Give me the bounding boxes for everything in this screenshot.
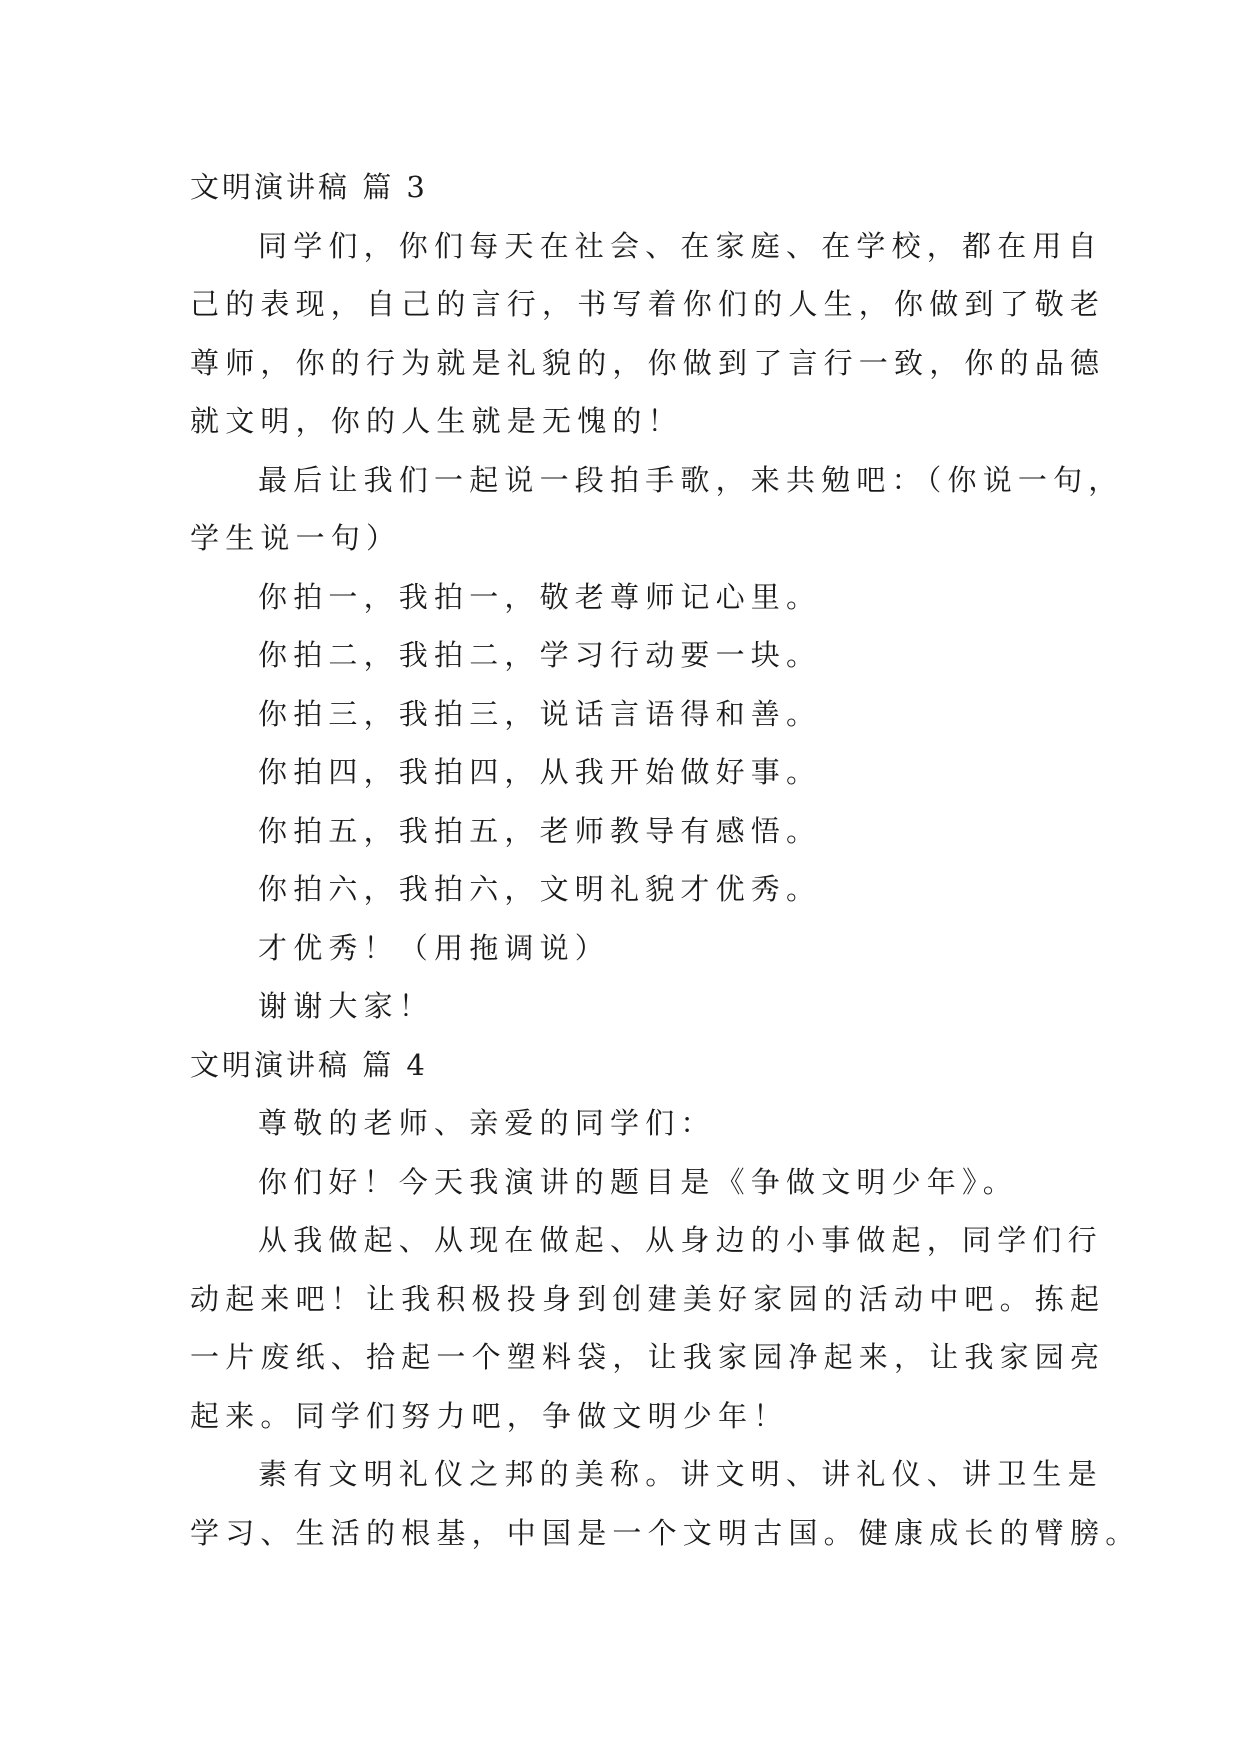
paragraph: [190, 1211, 1106, 1445]
paragraph-line: 一片废纸、拾起一个塑料袋，让我家园净起来，让我家园亮: [190, 1340, 1106, 1374]
paragraph-line: 素有文明礼仪之邦的美称。讲文明、讲礼仪、讲卫生是: [258, 1457, 1103, 1491]
paragraph-line: 学习、生活的根基，中国是一个文明古国。健康成长的臂膀。: [190, 1515, 1141, 1550]
paragraph-line: 同学们，你们每天在社会、在家庭、在学校，都在用自: [258, 228, 1103, 263]
paragraph-line: 最后让我们一起说一段拍手歌，来共勉吧：（你说一句，: [258, 462, 1124, 497]
section-heading: 文明演讲稿 篇 3: [190, 170, 428, 204]
greeting-line: 你们好！今天我演讲的题目是《争做文明少年》。: [258, 1164, 1018, 1199]
paragraph-line: 就文明，你的人生就是无愧的！: [190, 404, 683, 438]
paragraph: [190, 1445, 1141, 1562]
chant-line: 才优秀！（用拖调说）: [258, 930, 611, 965]
document-body: [190, 158, 1141, 1562]
paragraph-line: 动起来吧！让我积极投身到创建美好家园的活动中吧。拣起: [190, 1281, 1106, 1316]
paragraph: [190, 217, 1106, 451]
section-heading: 文明演讲稿 篇 4: [190, 1047, 428, 1082]
chant-line: 你拍四，我拍四，从我开始做好事。: [258, 755, 822, 789]
paragraph-line: 己的表现，自己的言行，书写着你们的人生，你做到了敬老: [190, 287, 1106, 321]
closing-line: 谢谢大家！: [258, 989, 435, 1023]
paragraph-line: 尊师，你的行为就是礼貌的，你做到了言行一致，你的品德: [190, 345, 1106, 380]
chant-line: 你拍五，我拍五，老师教导有感悟。: [258, 813, 822, 848]
paragraph-line: 起来。同学们努力吧，争做文明少年！: [190, 1398, 789, 1433]
chant-line: 你拍一，我拍一，敬老尊师记心里。: [258, 579, 822, 614]
chant-line: 你拍六，我拍六，文明礼貌才优秀。: [258, 872, 822, 906]
section-4: [190, 1036, 1141, 1563]
chant-line: 你拍三，我拍三，说话言语得和善。: [258, 696, 822, 731]
paragraph-line: 学生说一句）: [190, 521, 402, 555]
section-3: [190, 158, 1124, 1036]
paragraph: [190, 451, 1124, 568]
chant-line: 你拍二，我拍二，学习行动要一块。: [258, 638, 822, 672]
paragraph-line: 从我做起、从现在做起、从身边的小事做起，同学们行: [258, 1223, 1103, 1257]
salutation-line: 尊敬的老师、亲爱的同学们：: [258, 1106, 716, 1140]
